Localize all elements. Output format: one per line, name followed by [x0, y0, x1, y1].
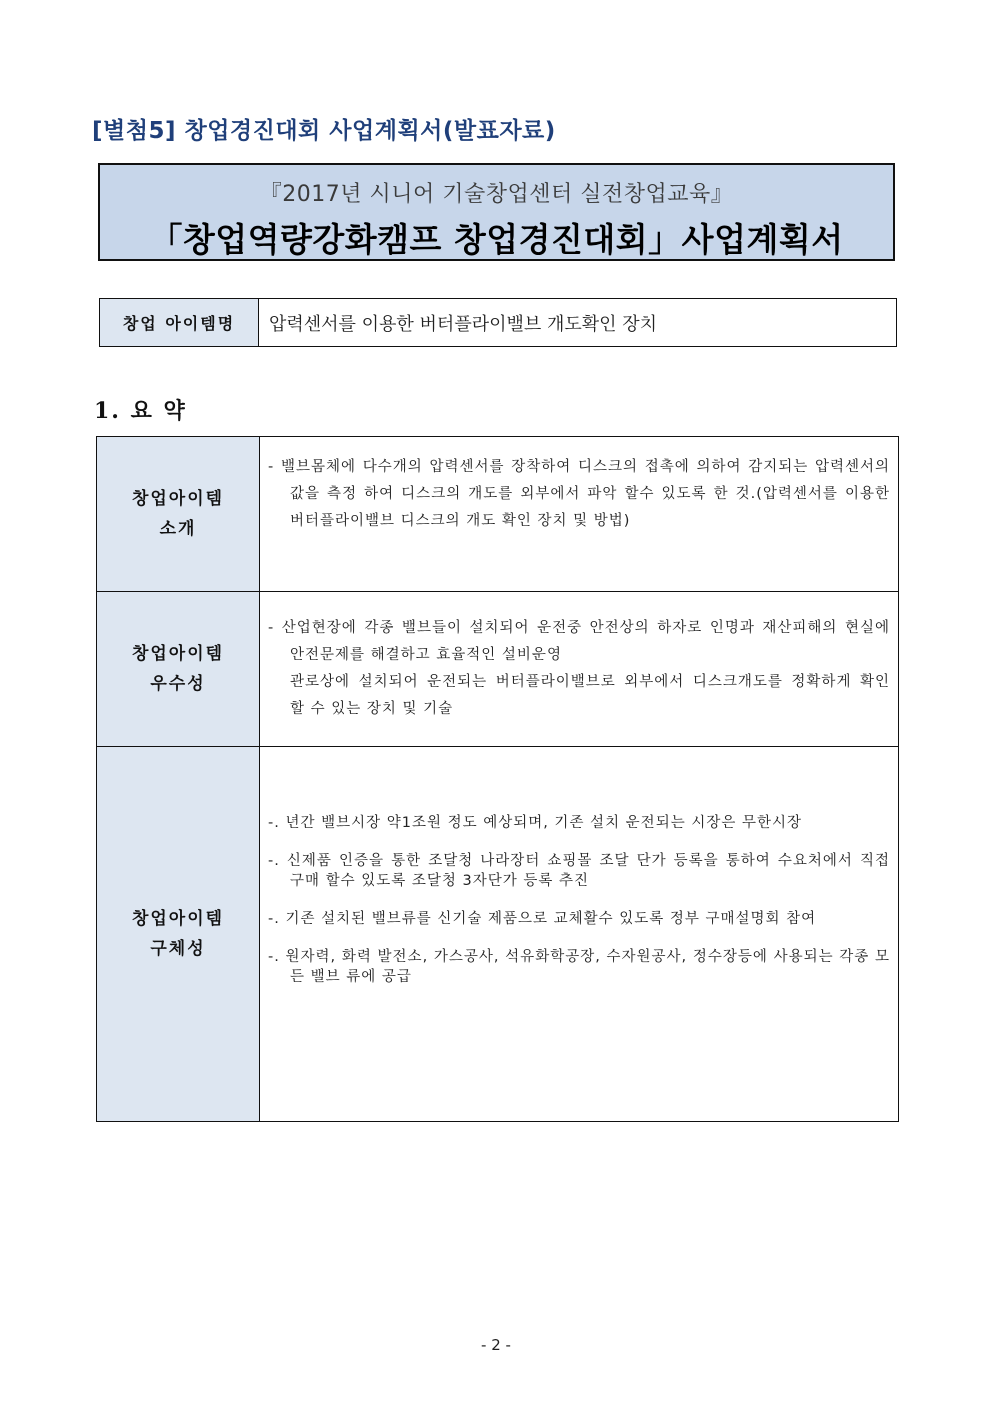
- specifics-label: [97, 747, 260, 1122]
- section-heading: 1. 요 약: [94, 398, 187, 424]
- table-row: [97, 437, 899, 592]
- excellence-label-line2: 우수성: [150, 674, 206, 694]
- specifics-label-line1: 창업아이템: [131, 909, 225, 929]
- table-row: [97, 747, 899, 1122]
- excellence-label: [97, 592, 260, 747]
- header-title: 「창업역량강화캠프 창업경진대회」사업계획서: [149, 220, 844, 259]
- intro-text-cell: [260, 437, 899, 592]
- page-number: - 2 -: [481, 1336, 511, 1354]
- excellence-label-line1: 창업아이템: [131, 644, 225, 664]
- specifics-label-line2: 구체성: [150, 939, 206, 959]
- item-name-value: 압력센서를 이용한 버터플라이밸브 개도확인 장치: [269, 313, 658, 335]
- excellence-text-1: - 산업현장에 각종 밸브들이 설치되어 운전중 안전상의 하자로 인명과 재산피해의 현실에 안전문제를 해결하고 효율적인 설비운영: [268, 620, 890, 663]
- item-name-label: 창업 아이템명: [100, 299, 259, 346]
- list-item: -. 기존 설치된 밸브류를 신기술 제품으로 교체활수 있도록 정부 구매설명회 참여: [268, 911, 817, 927]
- header-subtitle: 『2017년 시니어 기술창업센터 실전창업교육』: [259, 182, 734, 207]
- intro-label-line1: 창업아이템: [131, 489, 225, 509]
- specifics-text-cell: [260, 747, 899, 1122]
- list-item: -. 신제품 인증을 통한 조달청 나라장터 쇼핑몰 조달 단가 등록을 통하여 수요처에서 직접 구매 할수 있도록 조달청 3자단가 등록 추진: [268, 853, 890, 889]
- excellence-text-2: 관로상에 설치되어 운전되는 버터플라이밸브로 외부에서 디스크개도를 정확하게 확인 할 수 있는 장치 및 기술: [290, 674, 890, 717]
- excellence-text-cell: [260, 592, 899, 747]
- intro-label-line2: 소개: [159, 519, 197, 539]
- list-item: -. 원자력, 화력 발전소, 가스공사, 석유화학공장, 수자원공사, 정수장등에 사용되는 각종 모든 밸브 류에 공급: [268, 949, 890, 985]
- attachment-title: [별첨5] 창업경진대회 사업계획서(발표자료): [92, 118, 556, 144]
- table-row: [97, 592, 899, 747]
- document-header: [98, 163, 895, 261]
- item-name-row: [99, 298, 897, 347]
- list-item: -. 년간 밸브시장 약1조원 정도 예상되며, 기존 설치 운전되는 시장은 무한시장: [268, 815, 802, 831]
- summary-table: [96, 436, 899, 1122]
- intro-label: [97, 437, 260, 592]
- specifics-list: [268, 813, 890, 987]
- intro-text: - 밸브몸체에 다수개의 압력센서를 장착하여 디스크의 접촉에 의하여 감지되는 압력센서의 값을 측정 하여 디스크의 개도를 외부에서 파악 할수 있도록 한 것.(압력센서를 이용한 버터플라이밸브 디스크의 개도 확인 장치 및 방법): [268, 458, 890, 529]
